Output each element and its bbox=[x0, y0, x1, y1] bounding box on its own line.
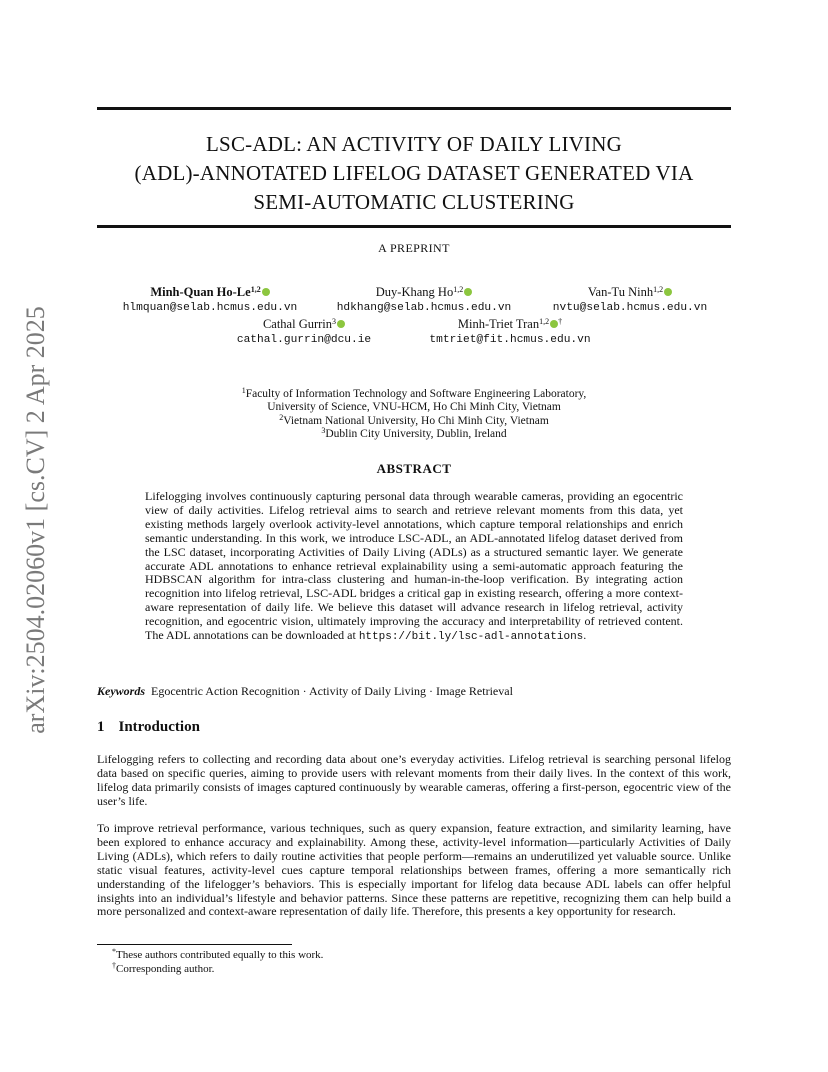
section-heading bbox=[97, 719, 200, 736]
orcid-icon[interactable] bbox=[464, 288, 472, 296]
author-email[interactable]: hlmquan@selab.hcmus.edu.vn bbox=[122, 302, 298, 314]
abstract-body: Lifelogging involves continuously capturing personal data through wearable cameras, providing an egocentric view of daily activities. Lifelog retrieval aims to search and retrieve relevant moments from this data, yet existing methods largely overlook activity-level annotations, which capture temporal relationships and enrich semantic understanding. In this work, we introduce LSC-ADL, an ADL-annotated lifelog dataset derived from the LSC dataset, incorporating Activities of Daily Living (ADLs) as a structured semantic layer. We generate accurate ADL annotations to enhance retrieval explainability using a semi-automatic approach featuring the HDBSCAN algorithm for intra-class clustering and human-in-the-loop verification. By integrating action recognition into lifelog retrieval, LSC-ADL bridges a critical gap in existing research, offering a more context-aware representation of daily life. We believe this dataset will advance research in lifelog retrieval, activity recognition, and egocentric vision, ultimately improving the accuracy and interpretability of retrieved content. The ADL annotations can be downloaded at https://bit.ly/lsc-adl-annotations. bbox=[145, 489, 683, 644]
intro-paragraph-2: To improve retrieval performance, various techniques, such as query expansion, feature extraction, and similarity learning, have been explored to enhance accuracy and explainability. Among these, activity-level information—particularly Activities of Daily Living (ADLs), which refers to daily routine activities that people perform—remains an underutilized yet valuable source. Unlike static visual features, activity-level cues capture temporal relationships between frames, offering a more semantically rich understanding of the lifelogger’s behaviors. This is especially important for lifelog data because ADL labels can offer helpful insights into an individual’s lifestyle and behavior patterns. Since these patterns are repetitive, recognizing them can help build a more personalized and context-aware representation of daily life. Therefore, this presents a key opportunity for research. bbox=[97, 821, 731, 919]
keywords-label: Keywords bbox=[97, 684, 145, 698]
footnote-equal-contribution: *These authors contributed equally to this work. bbox=[112, 947, 324, 961]
affiliation-line: $^2$Vietnam National University, Ho Chi Minh City, Vietnam bbox=[279, 412, 549, 427]
paper-title bbox=[97, 130, 731, 217]
orcid-icon[interactable] bbox=[337, 320, 345, 328]
author-email[interactable]: hdkhang@selab.hcmus.edu.vn bbox=[336, 302, 512, 314]
author-name: Minh-Quan Ho-Le$^{1,2}$ bbox=[85, 284, 335, 300]
title-line-1: LSC-ADL: AN ACTIVITY OF DAILY LIVING bbox=[206, 132, 622, 156]
title-line-3: SEMI-AUTOMATIC CLUSTERING bbox=[253, 190, 575, 214]
section-number: 1 bbox=[97, 719, 105, 735]
orcid-icon[interactable] bbox=[664, 288, 672, 296]
author-block bbox=[505, 284, 755, 316]
author-name: Van-Tu Ninh$^{1,2}$ bbox=[505, 284, 755, 300]
arxiv-identifier: arXiv:2504.02060v1 [cs.CV] 2 Apr 2025 bbox=[21, 306, 50, 734]
title-bottom-rule bbox=[97, 225, 731, 228]
annotations-link[interactable]: https://bit.ly/lsc-adl-annotations bbox=[358, 631, 584, 644]
intro-paragraph-1: Lifelogging refers to collecting and recording data about one’s everyday activities. Lifelog retrieval is searching personal lifelog data based on specific queries, aiming to provide users with relevant moments from their daily lives. In the context of this work, lifelog data primarily consists of images captured continuously by wearable cameras, offering a first-person, egocentric view of the user’s life. bbox=[97, 752, 731, 808]
author-email[interactable]: nvtu@selab.hcmus.edu.vn bbox=[552, 302, 708, 314]
abstract-heading: ABSTRACT bbox=[376, 461, 452, 476]
orcid-icon[interactable] bbox=[550, 320, 558, 328]
preprint-label: A PREPRINT bbox=[378, 241, 450, 255]
footnote-corresponding-author: †Corresponding author. bbox=[112, 961, 215, 975]
keywords-line bbox=[97, 684, 731, 699]
author-block bbox=[85, 284, 335, 316]
author-email[interactable]: cathal.gurrin@dcu.ie bbox=[236, 334, 372, 346]
orcid-icon[interactable] bbox=[262, 288, 270, 296]
author-name: Cathal Gurrin$^3$ bbox=[179, 316, 429, 332]
author-email[interactable]: tmtriet@fit.hcmus.edu.vn bbox=[429, 334, 591, 346]
affiliation-line: University of Science, VNU-HCM, Ho Chi Minh City, Vietnam bbox=[267, 401, 561, 414]
affiliations bbox=[0, 388, 828, 442]
author-block bbox=[385, 316, 635, 348]
footnote-rule bbox=[97, 944, 292, 945]
affiliation-line: $^3$Dublin City University, Dublin, Ireland bbox=[321, 426, 507, 441]
keywords-list: Egocentric Action Recognition · Activity of Daily Living · Image Retrieval bbox=[151, 684, 513, 698]
affiliation-line: $^1$Faculty of Information Technology and Software Engineering Laboratory, bbox=[241, 386, 587, 400]
author-name: Minh-Triet Tran$^{1,2}$ † bbox=[457, 317, 563, 331]
title-line-2: (ADL)-ANNOTATED LIFELOG DATASET GENERATED VIA bbox=[134, 161, 694, 185]
author-name: Duy-Khang Ho$^{1,2}$ bbox=[299, 284, 549, 300]
title-top-rule bbox=[97, 107, 731, 110]
section-title: Introduction bbox=[118, 719, 200, 735]
